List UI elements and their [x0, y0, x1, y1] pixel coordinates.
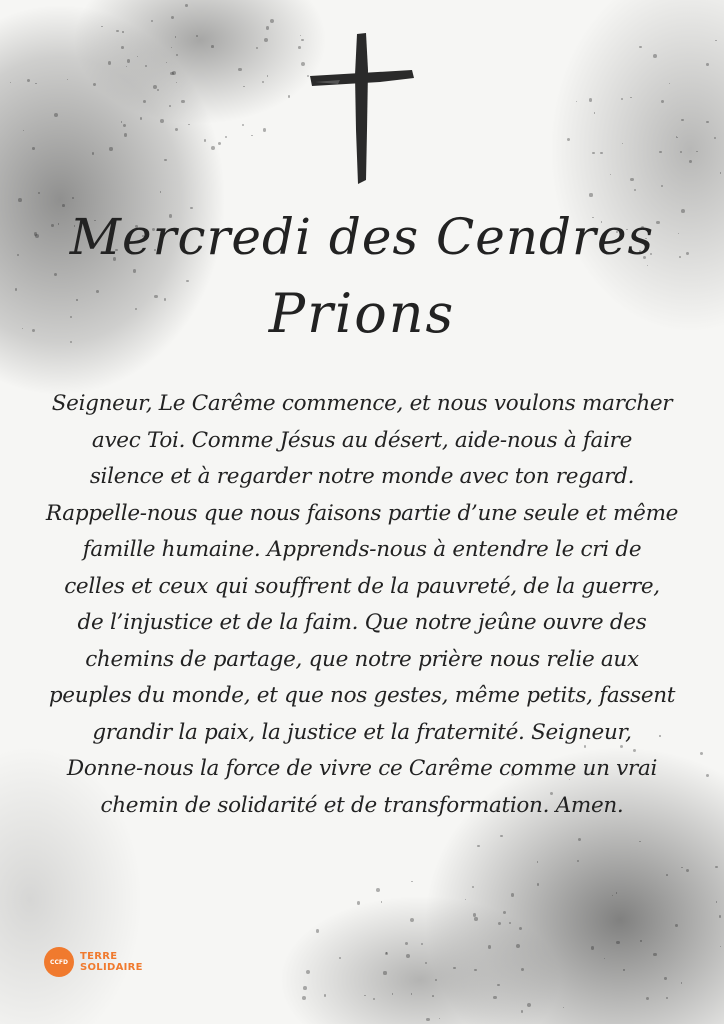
- prayer-line: famille humaine. Apprends-nous à entendre le cri de: [82, 537, 642, 562]
- ink-speck: [357, 901, 360, 904]
- ink-speck: [133, 269, 137, 273]
- cross-icon: [0, 30, 724, 190]
- ink-speck: [453, 967, 456, 970]
- ink-speck: [537, 883, 539, 885]
- ink-speck: [72, 197, 74, 199]
- ink-speck: [519, 927, 522, 930]
- prayer-line: celles et ceux qui souffrent de la pauvreté, de la guerre,: [64, 573, 660, 599]
- ink-speck: [376, 888, 380, 892]
- ink-speck: [477, 845, 480, 848]
- ink-speck: [185, 4, 188, 7]
- ink-speck: [675, 924, 678, 927]
- prayer-line: avec Toi. Comme Jésus au désert, aide-nous à faire: [91, 427, 633, 453]
- ink-speck: [497, 984, 500, 987]
- ink-speck: [316, 929, 320, 933]
- ink-speck: [681, 982, 683, 984]
- ink-speck: [38, 192, 40, 194]
- ink-speck: [719, 915, 722, 918]
- ink-speck: [646, 997, 649, 1000]
- ink-speck: [302, 996, 306, 1000]
- prayer-text: [40, 386, 684, 824]
- ink-speck: [465, 899, 466, 900]
- ink-speck: [493, 996, 496, 999]
- ink-speck: [509, 922, 511, 924]
- ink-speck: [410, 918, 414, 922]
- ink-speck: [474, 917, 477, 920]
- ink-speck: [339, 957, 341, 959]
- ink-speck: [406, 954, 410, 958]
- ink-speck: [516, 944, 520, 948]
- ink-speck: [160, 191, 162, 193]
- ink-speck: [666, 997, 668, 999]
- ink-speck: [715, 866, 717, 868]
- ink-speck: [591, 946, 594, 949]
- ink-speck: [500, 835, 502, 837]
- ink-speck: [473, 913, 476, 916]
- ink-speck: [381, 901, 383, 903]
- logo-mark: [44, 947, 74, 977]
- ink-speck: [639, 841, 640, 842]
- ink-speck: [439, 1018, 440, 1019]
- ink-speck: [383, 971, 386, 974]
- ink-speck: [640, 940, 641, 941]
- ink-speck: [521, 1010, 523, 1012]
- ink-speck: [666, 874, 668, 876]
- page-subtitle: Prions: [268, 282, 456, 345]
- ink-speck: [706, 774, 709, 777]
- ink-speck: [392, 993, 393, 994]
- ink-speck: [604, 958, 605, 959]
- prayer-line: Seigneur, Le Carême commence, et nous voulons marcher: [51, 391, 673, 416]
- ink-speck: [472, 886, 474, 888]
- ink-speck: [720, 946, 721, 947]
- logo-line-2: SOLIDAIRE: [80, 962, 143, 973]
- ink-speck: [18, 198, 22, 202]
- logo-mark-text: CCFD: [50, 958, 68, 966]
- ink-speck: [653, 953, 656, 956]
- prayer-line: peuples du monde, et que nos gestes, même petits, fassent: [48, 683, 676, 708]
- ink-speck: [101, 26, 102, 27]
- ink-speck: [577, 860, 579, 862]
- prayer-line: Donne-nous la force de vivre ce Carême comme un vrai: [66, 756, 658, 781]
- ink-speck: [432, 995, 434, 997]
- ink-speck: [324, 994, 327, 997]
- ink-speck: [435, 979, 437, 981]
- ink-speck: [364, 995, 366, 997]
- ink-speck: [171, 16, 174, 19]
- ink-speck: [616, 941, 619, 944]
- ink-speck: [686, 869, 689, 872]
- ink-speck: [488, 945, 491, 948]
- ink-speck: [578, 838, 581, 841]
- ink-speck: [270, 19, 274, 23]
- ink-speck: [425, 962, 427, 964]
- page-title: Mercredi des Cendres: [69, 208, 655, 266]
- prayer-line: grandir la paix, la justice et la fraternité. Seigneur,: [92, 719, 632, 745]
- ink-speck: [54, 273, 57, 276]
- ink-speck: [411, 993, 413, 995]
- ink-speck: [151, 20, 153, 22]
- ink-speck: [306, 970, 310, 974]
- ink-speck: [373, 998, 375, 1000]
- logo-line-1: TERRE: [80, 951, 118, 962]
- prayer-line: chemin de solidarité et de transformation. Amen.: [100, 792, 624, 818]
- ink-speck: [503, 911, 506, 914]
- ink-speck: [62, 204, 65, 207]
- logo: [44, 942, 143, 982]
- ink-speck: [612, 895, 614, 897]
- ink-speck: [521, 968, 524, 971]
- ink-speck: [405, 942, 408, 945]
- ink-speck: [474, 969, 477, 972]
- ink-speck: [411, 881, 412, 882]
- ink-speck: [303, 986, 307, 990]
- ink-speck: [421, 943, 423, 945]
- prayer-line: silence et à regarder notre monde avec ton regard.: [89, 464, 635, 489]
- ink-speck: [527, 1003, 531, 1007]
- ink-speck: [563, 1007, 564, 1008]
- logo-wordmark: [80, 951, 143, 973]
- ink-speck: [716, 901, 718, 903]
- ink-speck: [498, 922, 501, 925]
- prayer-line: Rappelle-nous que nous faisons partie d’une seule et même: [45, 500, 679, 526]
- ink-speck: [537, 861, 538, 862]
- prayer-line: chemins de partage, que notre prière nous relie aux: [85, 646, 639, 672]
- ink-speck: [426, 1018, 430, 1022]
- prayer-line: de l’injustice et de la faim. Que notre jeûne ouvre des: [77, 610, 647, 635]
- ink-speck: [664, 977, 666, 979]
- ink-speck: [589, 193, 592, 196]
- ink-speck: [623, 969, 624, 970]
- ink-speck: [700, 752, 703, 755]
- ink-speck: [511, 893, 514, 896]
- ink-speck: [616, 892, 618, 894]
- ink-speck: [681, 867, 683, 869]
